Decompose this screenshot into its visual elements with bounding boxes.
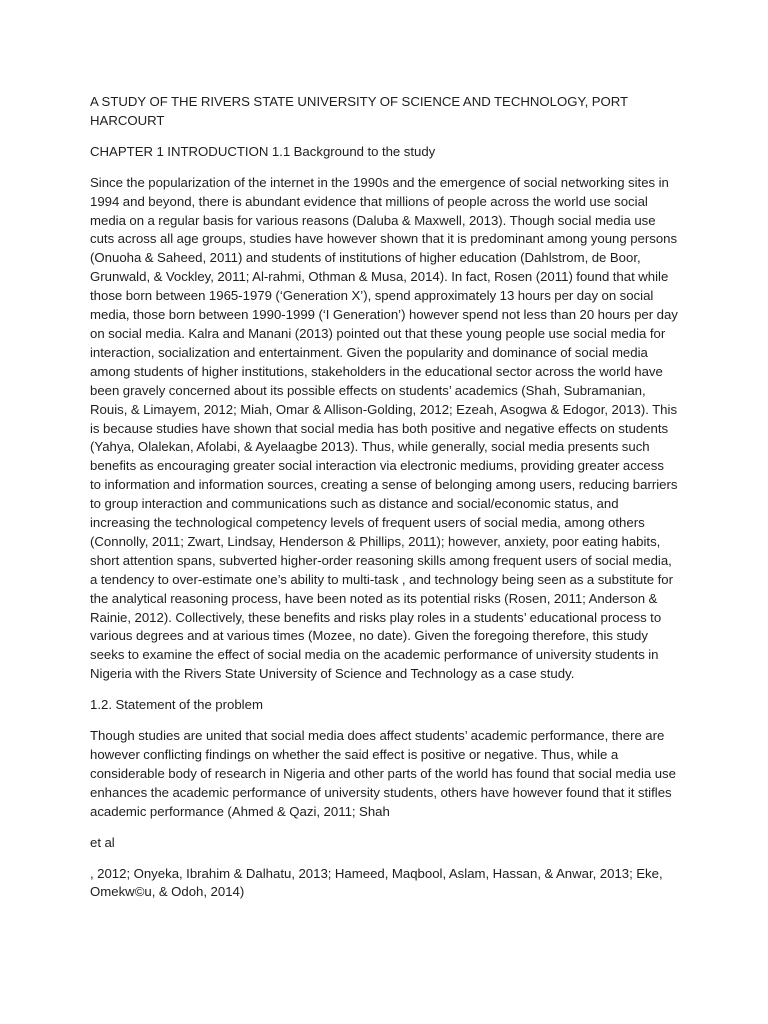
- problem-paragraph: Though studies are united that social media does affect students’ academic performance, there are however conflicting findings on whether the said effect is positive or negative. Thus, while a considerable body of research in Nigeria and other parts of the world has found that social media use enhances the academic performance of university students, others have however found that it stifles academic performance (Ahmed & Qazi, 2011; Shah: [90, 728, 676, 819]
- document-title: A STUDY OF THE RIVERS STATE UNIVERSITY OF SCIENCE AND TECHNOLOGY, PORT HARCOURT: [90, 94, 628, 128]
- section-heading: 1.2. Statement of the problem: [90, 697, 263, 713]
- citation-continuation: , 2012; Onyeka, Ibrahim & Dalhatu, 2013; Hameed, Maqbool, Aslam, Hassan, & Anwar, 2013; Eke, Omekw©u, & Odoh, 2014): [90, 865, 663, 900]
- document-body: [90, 93, 678, 914]
- et-al-text: et al: [90, 834, 115, 850]
- chapter-heading: CHAPTER 1 INTRODUCTION 1.1 Background to the study: [90, 143, 436, 159]
- background-paragraph: Since the popularization of the internet in the 1990s and the emergence of social networking sites in 1994 and beyond, there is abundant evidence that millions of people across the world use social media on a regular basis for various reasons (Daluba & Maxwell, 2013). Though social media use cuts across all age groups, studies have however shown that it is predominant among young persons (Onuoha & Saheed, 2011) and students of institutions of higher education (Dahlstrom, de Boor, Grunwald, & Vockley, 2011; Al-rahmi, Othman & Musa, 2014). In fact, Rosen (2011) found that while those born between 1965-1979 (‘Generation X’), spend approximately 13 hours per day on social media, those born between 1990-1999 (‘I Generation’) however spend not less than 20 hours per day on social media. Kalra and Manani (2013) pointed out that these young people use social media for interaction, socialization and entertainment. Given the popularity and dominance of social media among students of higher institutions, stakeholders in the educational sector across the world have been gravely concerned about its possible effects on students’ academics (Shah, Subramanian, Rouis, & Limayem, 2012; Miah, Omar & Allison-Golding, 2012; Ezeah, Asogwa & Edogor, 2013). This is because studies have shown that social media has both positive and negative effects on students (Yahya, Olalekan, Afolabi, & Ayelaagbe 2013). Thus, while generally, social media presents such benefits as encouraging greater social interaction via electronic mediums, providing greater access to information and information sources, creating a sense of belonging among users, reducing barriers to group interaction and communications such as distance and social/economic status, and increasing the technological competency levels of frequent users of social media, among others (Connolly, 2011; Zwart, Lindsay, Henderson & Phillips, 2011); however, anxiety, poor eating habits, short attention spans, subverted higher-order reasoning skills among frequent users of social media, a tendency to over-estimate one’s ability to multi-task , and technology being seen as a substitute for the analytical reasoning process, have been noted as its potential risks (Rosen, 2011; Anderson & Rainie, 2012). Collectively, these benefits and risks play roles in a students’ educational process to various degrees and at various times (Mozee, no date). Given the foregoing therefore, this study seeks to examine the effect of social media on the academic performance of university students in Nigeria with the Rivers State University of Science and Technology as a case study.: [90, 174, 678, 682]
